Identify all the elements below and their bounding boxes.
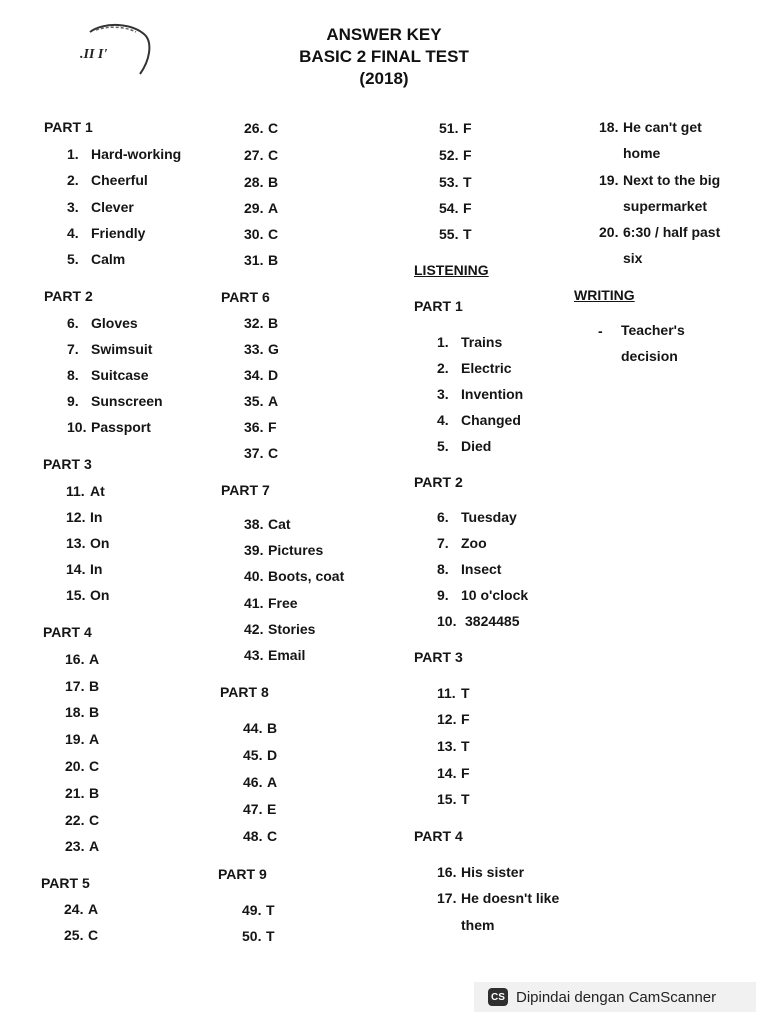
answer-item: 10. 3824485 <box>437 613 520 629</box>
part-heading: PART 2 <box>414 474 463 490</box>
answer-item: 24. A <box>64 901 99 917</box>
part-heading: PART 4 <box>414 828 463 844</box>
answer-item: 43. Email <box>244 647 306 663</box>
answer-item: 40. Boots, coat <box>244 568 345 584</box>
answer-item: 19. A <box>65 731 100 747</box>
answer-item: 16. His sister <box>437 864 525 880</box>
answer-item: 23. A <box>65 838 100 854</box>
answer-item: 46. A <box>243 774 278 790</box>
answer-item: 17. He doesn't like <box>437 890 560 906</box>
answer-item-wrap: them <box>461 917 495 933</box>
camscanner-watermark <box>474 982 756 1012</box>
answer-item: 33. G <box>244 341 279 357</box>
answer-item: 20. 6:30 / half past <box>599 224 721 240</box>
answer-item: 37. C <box>244 445 279 461</box>
answer-item: 15. On <box>66 587 110 603</box>
part-heading: PART 3 <box>414 649 463 665</box>
answer-item: 18. He can't get <box>599 119 702 135</box>
answer-item: 39. Pictures <box>244 542 324 558</box>
bullet-dash: - <box>598 323 603 339</box>
answer-item: 45. D <box>243 747 278 763</box>
answer-item-wrap: six <box>623 250 643 266</box>
answer-item: 29. A <box>244 200 279 216</box>
answer-item: 7. Zoo <box>437 535 487 551</box>
answer-item: 50. T <box>242 928 275 944</box>
watermark-text: Dipindai dengan CamScanner <box>516 988 717 1006</box>
title-line-3: (2018) <box>359 69 409 88</box>
part-heading: PART 9 <box>218 866 267 882</box>
answer-item: 4. Friendly <box>67 225 146 241</box>
answer-item: 22. C <box>65 812 100 828</box>
answer-item: 25. C <box>64 927 99 943</box>
answer-item: 13. T <box>437 738 470 754</box>
part-heading: PART 4 <box>43 624 92 640</box>
svg-text:.II I': .II I' <box>80 47 108 62</box>
writing-answer: Teacher's <box>621 322 685 338</box>
answer-item: 30. C <box>244 226 279 242</box>
answer-item: 3. Invention <box>437 386 524 402</box>
answer-item: 16. A <box>65 651 100 667</box>
answer-item: 47. E <box>243 801 277 817</box>
answer-item: 52. F <box>439 147 472 163</box>
answer-item: 34. D <box>244 367 279 383</box>
answer-item: 12. In <box>66 509 103 525</box>
answer-item: 11. At <box>66 483 105 499</box>
answer-item: 15. T <box>437 791 470 807</box>
answer-item: 19. Next to the big <box>599 172 721 188</box>
answer-item: 7. Swimsuit <box>67 341 153 357</box>
answer-item: 3. Clever <box>67 199 134 215</box>
answer-item: 53. T <box>439 174 472 190</box>
answer-item: 14. F <box>437 765 470 781</box>
answer-item: 49. T <box>242 902 275 918</box>
answer-item: 9. Sunscreen <box>67 393 163 409</box>
part-heading: PART 7 <box>221 482 270 498</box>
answer-item-wrap: home <box>623 145 661 161</box>
part-heading: PART 1 <box>414 298 463 314</box>
answer-item: 21. B <box>65 785 100 801</box>
answer-item: 44. B <box>243 720 278 736</box>
answer-item: 54. F <box>439 200 472 216</box>
answer-item: 12. F <box>437 711 470 727</box>
writing-answer-wrap: decision <box>621 348 678 364</box>
title-line-2: BASIC 2 FINAL TEST <box>299 47 469 66</box>
answer-item: 42. Stories <box>244 621 316 637</box>
answer-item: 20. C <box>65 758 100 774</box>
answer-item: 9. 10 o'clock <box>437 587 529 603</box>
answer-item: 17. B <box>65 678 100 694</box>
answer-item: 8. Suitcase <box>67 367 149 383</box>
answer-item: 28. B <box>244 174 279 190</box>
answer-item: 11. T <box>437 685 470 701</box>
section-heading-listening: LISTENING <box>414 262 489 278</box>
answer-item: 10. Passport <box>67 419 151 435</box>
answer-item: 55. T <box>439 226 472 242</box>
part-heading: PART 2 <box>44 288 93 304</box>
answer-item: 36. F <box>244 419 277 435</box>
answer-item: 6. Gloves <box>67 315 138 331</box>
answer-item: 27. C <box>244 147 279 163</box>
answer-item: 2. Cheerful <box>67 172 148 188</box>
answer-item: 6. Tuesday <box>437 509 517 525</box>
answer-item: 51. F <box>439 120 472 136</box>
camscanner-icon: CS <box>488 988 508 1006</box>
answer-item: 14. In <box>66 561 103 577</box>
part-heading: PART 5 <box>41 875 90 891</box>
part-heading: PART 1 <box>44 119 93 135</box>
title-line-1: ANSWER KEY <box>326 25 442 44</box>
answer-item: 4. Changed <box>437 412 521 428</box>
answer-item: 13. On <box>66 535 110 551</box>
answer-item-wrap: supermarket <box>623 198 708 214</box>
part-heading: PART 6 <box>221 289 270 305</box>
answer-item: 1. Trains <box>437 334 503 350</box>
answer-item: 5. Calm <box>67 251 126 267</box>
answer-item: 38. Cat <box>244 516 291 532</box>
part-heading: PART 8 <box>220 684 269 700</box>
answer-item: 8. Insect <box>437 561 502 577</box>
part-heading: PART 3 <box>43 456 92 472</box>
answer-item: 18. B <box>65 704 100 720</box>
answer-item: 35. A <box>244 393 279 409</box>
answer-item: 26. C <box>244 120 279 136</box>
answer-item: 41. Free <box>244 595 298 611</box>
answer-item: 1. Hard-working <box>67 146 182 162</box>
answer-item: 5. Died <box>437 438 492 454</box>
answer-item: 31. B <box>244 252 279 268</box>
answer-item: 2. Electric <box>437 360 512 376</box>
section-heading-writing: WRITING <box>574 287 635 303</box>
answer-item: 48. C <box>243 828 278 844</box>
answer-item: 32. B <box>244 315 279 331</box>
